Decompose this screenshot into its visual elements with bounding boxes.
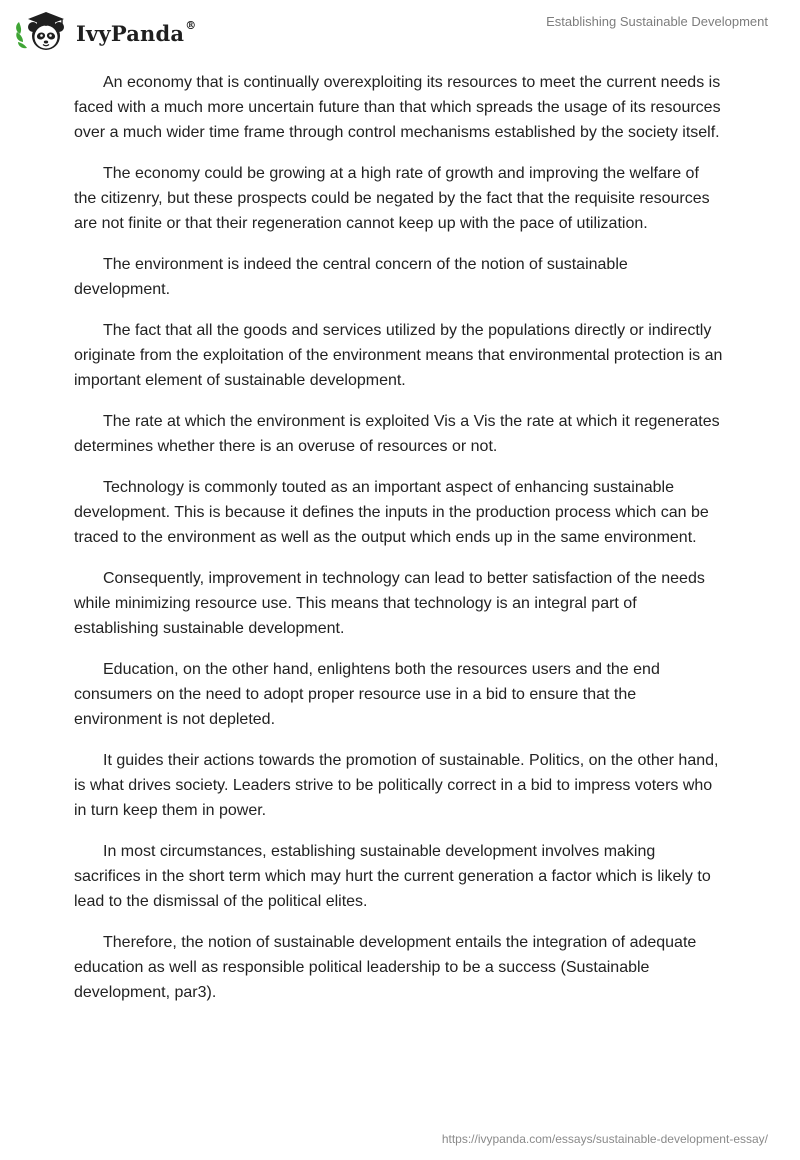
panda-graduation-cap-icon [14,8,72,54]
page-header [0,0,800,60]
registered-mark: ® [185,18,197,32]
document-title: Establishing Sustainable Development [546,14,768,29]
paragraph-9: It guides their actions towards the promotion of sustainable. Politics, on the other hand, is what drives society. Leaders strive to be politically correct in a bid to impress voters who in turn keep them in power. [74,752,719,819]
brand-name [76,18,197,46]
paragraph-6: Technology is commonly touted as an important aspect of enhancing sustainable development. This is because it defines the inputs in the production process which can be traced to the environment as well as the output which ends up in the same environment. [74,479,709,546]
paragraph-1: An economy that is continually overexploiting its resources to meet the current needs is faced with a much more uncertain future than that which spreads the usage of its resources over a much wider time frame through control mechanisms established by the society itself. [74,74,721,141]
paragraph-8: Education, on the other hand, enlightens both the resources users and the end consumers on the need to adopt proper resource use in a bid to ensure that the environment is not depleted. [74,661,660,728]
paragraph-7: Consequently, improvement in technology can lead to better satisfaction of the needs while minimizing resource use. This means that technology is an integral part of establishing sustainable development. [74,570,705,637]
paragraph-4: The fact that all the goods and services utilized by the populations directly or indirectly originate from the exploitation of the environment means that environmental protection is an important element of sustainable development. [74,322,723,389]
ivypanda-logo[interactable] [14,8,196,54]
paragraph-10: In most circumstances, establishing sustainable development involves making sacrifices in the short term which may hurt the current generation a factor which is likely to lead to the dismissal of the political elites. [74,843,711,910]
paragraph-5: The rate at which the environment is exploited Vis a Vis the rate at which it regenerates determines whether there is an overuse of resources or not. [74,413,720,455]
paragraph-2: The economy could be growing at a high rate of growth and improving the welfare of the citizenry, but these prospects could be negated by the fact that the requisite resources are not finite or that their regeneration cannot keep up with the pace of utilization. [74,165,710,232]
paragraph-11: Therefore, the notion of sustainable development entails the integration of adequate education as well as responsible political leadership to be a success (Sustainable development, par3). [74,934,697,1001]
paragraph-3: The environment is indeed the central concern of the notion of sustainable development. [74,256,628,298]
source-url-link[interactable]: https://ivypanda.com/essays/sustainable-development-essay/ [441,1132,768,1146]
brand-name-text: IvyPanda [76,20,185,46]
essay-body [74,70,724,1021]
